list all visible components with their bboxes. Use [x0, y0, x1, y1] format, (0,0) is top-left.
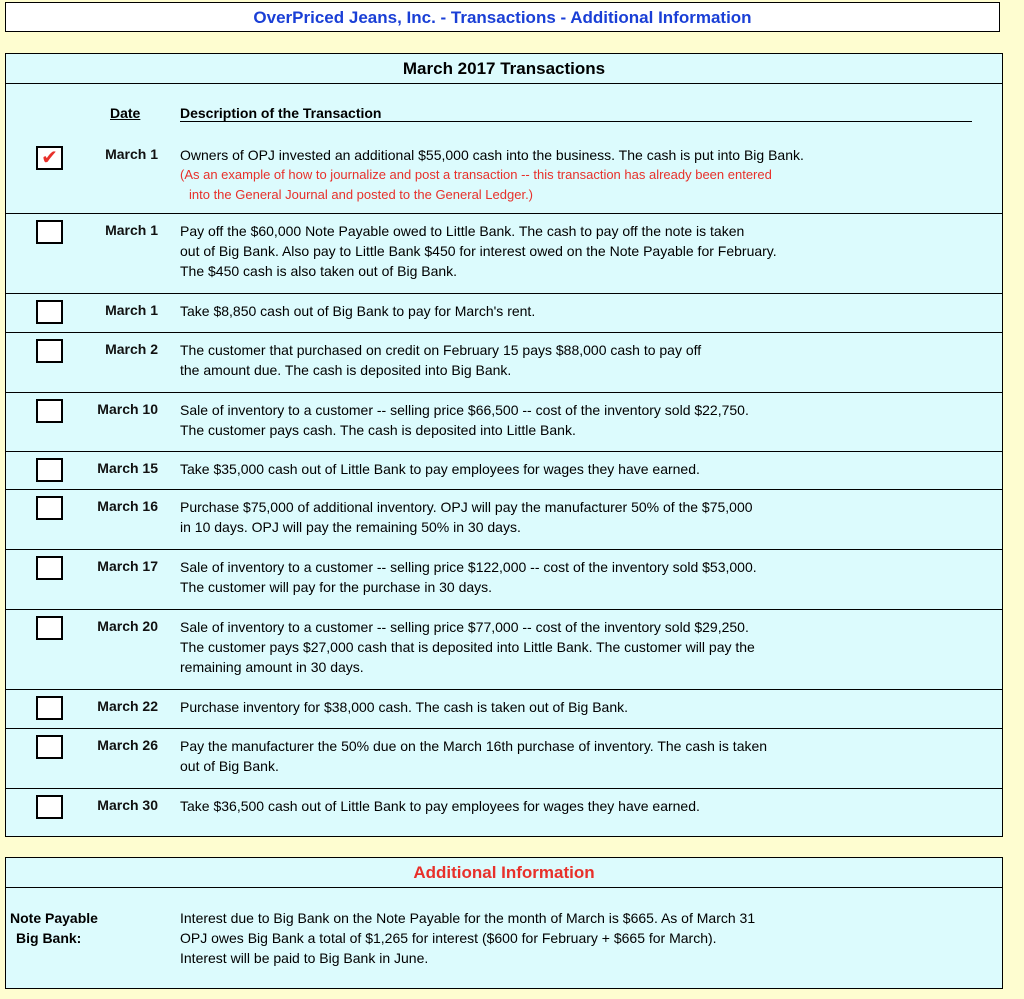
transaction-description: [180, 145, 940, 205]
transaction-description: [180, 697, 940, 717]
transaction-row: [6, 789, 1002, 836]
transaction-date: March 16: [97, 498, 158, 514]
example-note-line: into the General Journal and posted to the General Ledger.): [189, 187, 534, 202]
description-line: Sale of inventory to a customer -- selling price $66,500 -- cost of the inventory sold $22,750.: [180, 402, 749, 418]
header-underline: [180, 121, 972, 122]
transaction-row: [6, 490, 1002, 550]
example-note-line: (As an example of how to journalize and post a transaction -- this transaction has already been entered: [180, 167, 772, 182]
description-line: Take $8,850 cash out of Big Bank to pay for March's rent.: [180, 303, 536, 319]
transaction-date: March 15: [97, 460, 158, 476]
transaction-date: March 1: [105, 222, 158, 238]
transaction-row: [6, 393, 1002, 452]
transaction-row: [6, 333, 1002, 393]
additional-info-title: Additional Information: [6, 858, 1002, 888]
transaction-description: [180, 557, 940, 597]
date-column-header: Date: [110, 105, 141, 121]
transaction-date: March 26: [97, 737, 158, 753]
note-payable-label-line1: Note Payable: [10, 910, 98, 926]
transaction-row: [6, 136, 1002, 214]
additional-info-panel: [5, 857, 1003, 989]
transaction-description: [180, 617, 940, 677]
additional-info-line: Interest will be paid to Big Bank in June.: [180, 950, 429, 966]
transaction-date: March 1: [105, 302, 158, 318]
transaction-date: March 17: [97, 558, 158, 574]
description-line: remaining amount in 30 days.: [180, 659, 364, 675]
additional-info-line: OPJ owes Big Bank a total of $1,265 for interest ($600 for February + $665 for March).: [180, 930, 717, 946]
additional-info-line: Interest due to Big Bank on the Note Payable for the month of March is $665. As of March 31: [180, 910, 756, 926]
description-line: Purchase $75,000 of additional inventory. OPJ will pay the manufacturer 50% of the $75,000: [180, 499, 753, 515]
transaction-description: [180, 400, 940, 440]
note-payable-label: [10, 908, 98, 948]
description-line: The customer that purchased on credit on February 15 pays $88,000 cash to pay off: [180, 342, 702, 358]
description-line: out of Big Bank. Also pay to Little Bank $450 for interest owed on the Note Payable for February.: [180, 243, 777, 259]
transaction-date: March 30: [97, 797, 158, 813]
description-line: Pay the manufacturer the 50% due on the March 16th purchase of inventory. The cash is taken: [180, 738, 768, 754]
description-line: Sale of inventory to a customer -- selling price $122,000 -- cost of the inventory sold $53,000.: [180, 559, 757, 575]
transactions-panel: [5, 53, 1003, 837]
transaction-description: [180, 221, 940, 281]
transaction-date: March 1: [105, 146, 158, 162]
column-headers: [6, 105, 1002, 125]
description-line: The $450 cash is also taken out of Big Bank.: [180, 263, 458, 279]
transaction-row: [6, 214, 1002, 294]
transaction-description: [180, 459, 940, 479]
transaction-date: March 22: [97, 698, 158, 714]
transaction-row: [6, 729, 1002, 789]
description-line: Purchase inventory for $38,000 cash. The cash is taken out of Big Bank.: [180, 699, 629, 715]
transaction-row: [6, 294, 1002, 333]
description-line: the amount due. The cash is deposited into Big Bank.: [180, 362, 512, 378]
transaction-description: [180, 736, 940, 776]
checkmark-icon: ✔: [41, 147, 58, 169]
description-line: out of Big Bank.: [180, 758, 279, 774]
page-title: OverPriced Jeans, Inc. - Transactions - Additional Information: [5, 2, 1000, 32]
additional-info-text: [180, 908, 980, 968]
transaction-row: [6, 452, 1002, 490]
transaction-date: March 10: [97, 401, 158, 417]
transaction-description: [180, 497, 940, 537]
transaction-date: March 2: [105, 341, 158, 357]
transaction-row: [6, 610, 1002, 690]
description-line: Take $35,000 cash out of Little Bank to pay employees for wages they have earned.: [180, 461, 700, 477]
transaction-date: March 20: [97, 618, 158, 634]
description-line: The customer pays cash. The cash is deposited into Little Bank.: [180, 422, 576, 438]
description-line: in 10 days. OPJ will pay the remaining 50% in 30 days.: [180, 519, 521, 535]
description-line: The customer will pay for the purchase in 30 days.: [180, 579, 493, 595]
transaction-row: [6, 690, 1002, 729]
description-line: Sale of inventory to a customer -- selling price $77,000 -- cost of the inventory sold $29,250.: [180, 619, 749, 635]
note-payable-label-line2: Big Bank:: [16, 930, 82, 946]
transactions-title: March 2017 Transactions: [6, 54, 1002, 84]
description-line: Take $36,500 cash out of Little Bank to pay employees for wages they have earned.: [180, 798, 700, 814]
transaction-description: [180, 796, 940, 816]
description-line: The customer pays $27,000 cash that is deposited into Little Bank. The customer will pay the: [180, 639, 755, 655]
description-line: Pay off the $60,000 Note Payable owed to Little Bank. The cash to pay off the note is taken: [180, 223, 745, 239]
transaction-description: [180, 301, 940, 321]
description-line: Owners of OPJ invested an additional $55,000 cash into the business. The cash is put into Big Bank.: [180, 147, 804, 163]
transaction-description: [180, 340, 940, 380]
transaction-row: [6, 550, 1002, 610]
description-column-header: Description of the Transaction: [180, 105, 382, 121]
